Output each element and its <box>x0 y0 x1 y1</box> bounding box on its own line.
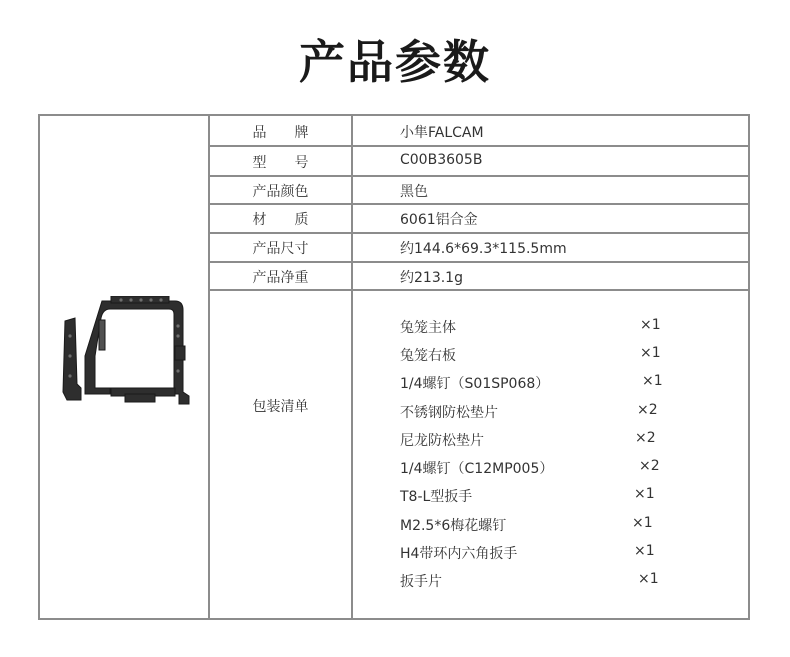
divider <box>210 261 748 263</box>
divider <box>351 116 353 618</box>
divider <box>210 175 748 177</box>
divider <box>210 145 748 147</box>
divider <box>210 203 748 205</box>
package-label: 包装清单 <box>252 399 309 415</box>
spec-value-material: 6061铝合金 <box>400 212 478 228</box>
list-item: H4带环内六角扳手 ×1 <box>400 543 655 562</box>
list-item: 1/4螺钉（S01SP068） ×1 <box>400 373 663 392</box>
spec-value-color: 黑色 <box>400 184 428 200</box>
spec-label-brand: 品 牌 <box>252 125 309 141</box>
list-item: 兔笼右板 ×1 <box>400 345 661 364</box>
list-item: 1/4螺钉（C12MP005） ×2 <box>400 458 660 477</box>
divider <box>210 289 748 291</box>
divider <box>210 232 748 234</box>
list-item: T8-L型扳手 ×1 <box>400 486 655 505</box>
list-item: 不锈钢防松垫片 ×2 <box>400 402 658 421</box>
spec-label-model: 型 号 <box>252 155 309 171</box>
spec-value-weight: 约213.1g <box>400 270 463 286</box>
list-item: 兔笼主体 ×1 <box>400 317 661 336</box>
spec-value-size: 约144.6*69.3*115.5mm <box>400 241 567 257</box>
spec-label-material: 材 质 <box>252 212 309 228</box>
spec-table <box>38 114 750 620</box>
camera-cage-image <box>55 296 195 426</box>
list-item: 扳手片 ×1 <box>400 571 659 590</box>
page-title: 产品参数 <box>299 35 491 89</box>
spec-value-model: C00B3605B <box>400 152 483 168</box>
spec-value-brand: 小隼FALCAM <box>400 125 484 141</box>
spec-label-size: 产品尺寸 <box>252 241 309 257</box>
list-item: 尼龙防松垫片 ×2 <box>400 430 656 449</box>
spec-label-weight: 产品净重 <box>252 270 309 286</box>
list-item: M2.5*6梅花螺钉 ×1 <box>400 515 653 534</box>
spec-label-color: 产品颜色 <box>252 184 309 200</box>
